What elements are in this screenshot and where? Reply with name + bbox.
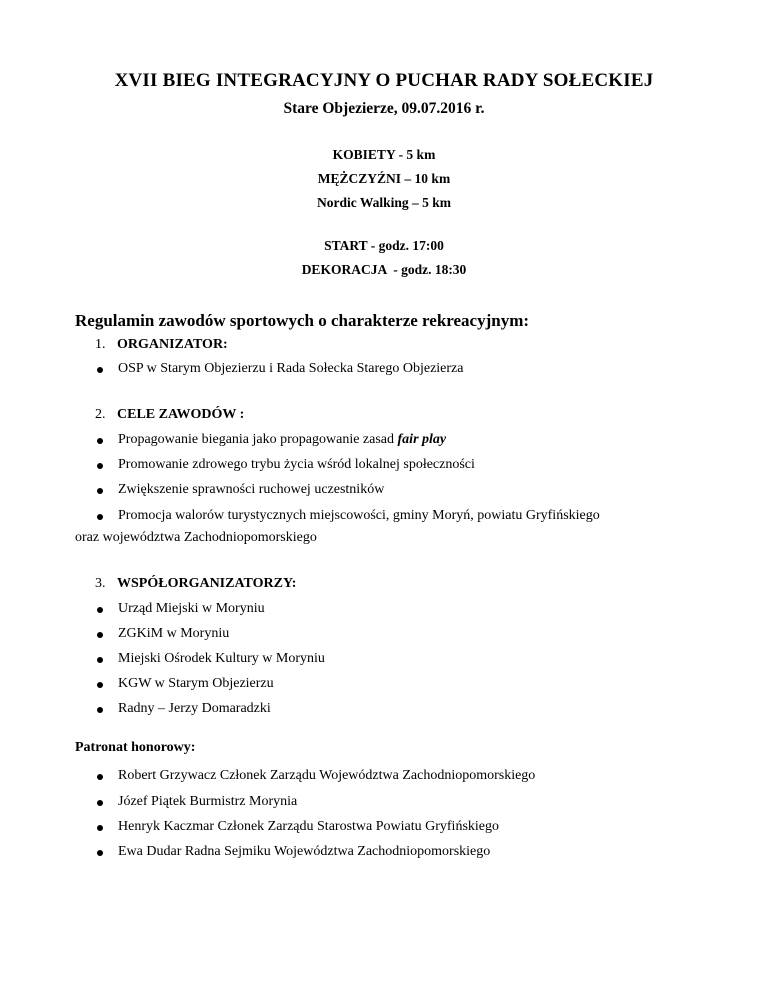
document-subtitle: Stare Objezierze, 09.07.2016 r.: [283, 100, 485, 117]
section-goals: [95, 407, 244, 423]
start-time: START - godz. 17:00: [324, 238, 444, 253]
document-title: XVII BIEG INTEGRACYJNY O PUCHAR RADY SOŁECKIEJ: [114, 70, 654, 91]
bullet-icon: [97, 463, 103, 469]
bullet-icon: [97, 825, 103, 831]
bullet-icon: [97, 514, 103, 520]
document-page: XVII BIEG INTEGRACYJNY O PUCHAR RADY SOŁECKIEJ Stare Objezierze, 09.07.2016 r. KOBIETY - 5 km MĘŻCZYŹNI – 10 km Nordic Walking – 5 km START - godz. 17:00 DEKORACJA - godz. 18:30 Regulamin zawodów sportowych o charakterze rekreacyjnym: 1. ORGANIZATOR: OSP w Starym Objezierzu i Rada Sołecka Starego Objezierza 2. CELE ZAWODÓW : Propagowanie biegania jako propagowanie zasad fair play Promowanie zdrowego trybu życia wśród lokalnej społeczności Zwiększenie sprawności ruchowej uczestników Promocja walorów turystycznych miejscowości, gminy Moryń, powiatu Gryfińskiego oraz województwa Zachodniopomorskiego 3. WSPÓŁORGANIZATORZY: Urząd Miejski w Moryniu ZGKiM w Moryniu Miejski Ośrodek Kultury w Moryniu KGW w Starym Objezierzu Radny – Jerzy Domaradzki Patronat honorowy: Robert Grzywacz Członek Zarządu Województwa Zachodniopomorskiego Józef Piątek Burmistrz Morynia Henryk Kaczmar Członek Zarządu Starostwa Powiatu Gryfińskiego Ewa Dudar Radna Sejmiku Województwa Zachodniopomorskiego: [0, 0, 768, 994]
category-women: KOBIETY - 5 km: [332, 147, 436, 162]
bullet-icon: [97, 774, 103, 780]
section-number: 3.: [95, 576, 106, 591]
bullet-icon: [97, 682, 103, 688]
section-number: 2.: [95, 407, 106, 422]
section-title: CELE ZAWODÓW :: [117, 407, 245, 422]
bullet-icon: [97, 632, 103, 638]
category-men: MĘŻCZYŹNI – 10 km: [317, 171, 451, 186]
section-organizer: [95, 337, 228, 353]
fair-play-emphasis: fair play: [397, 432, 447, 447]
bullet-icon: [97, 707, 103, 713]
bullet-icon: [97, 607, 103, 613]
category-nordic-walking: Nordic Walking – 5 km: [316, 195, 452, 210]
bullet-icon: [97, 488, 103, 494]
bullet-icon: [97, 367, 103, 373]
bullet-icon: [97, 800, 103, 806]
bullet-icon: [97, 657, 103, 663]
regulations-heading: Regulamin zawodów sportowych o charakterze rekreacyjnym:: [75, 311, 530, 330]
list-item-continuation: oraz województwa Zachodniopomorskiego: [75, 530, 317, 545]
bullet-icon: [97, 850, 103, 856]
ceremony-time: DEKORACJA - godz. 18:30: [301, 262, 467, 277]
bullet-icon: [97, 438, 103, 444]
patronat-heading: Patronat honorowy:: [75, 740, 196, 755]
section-title: WSPÓŁORGANIZATORZY:: [117, 576, 297, 591]
section-co-organizers: [95, 576, 296, 592]
section-number: 1.: [95, 337, 106, 352]
section-title: ORGANIZATOR:: [117, 337, 228, 352]
